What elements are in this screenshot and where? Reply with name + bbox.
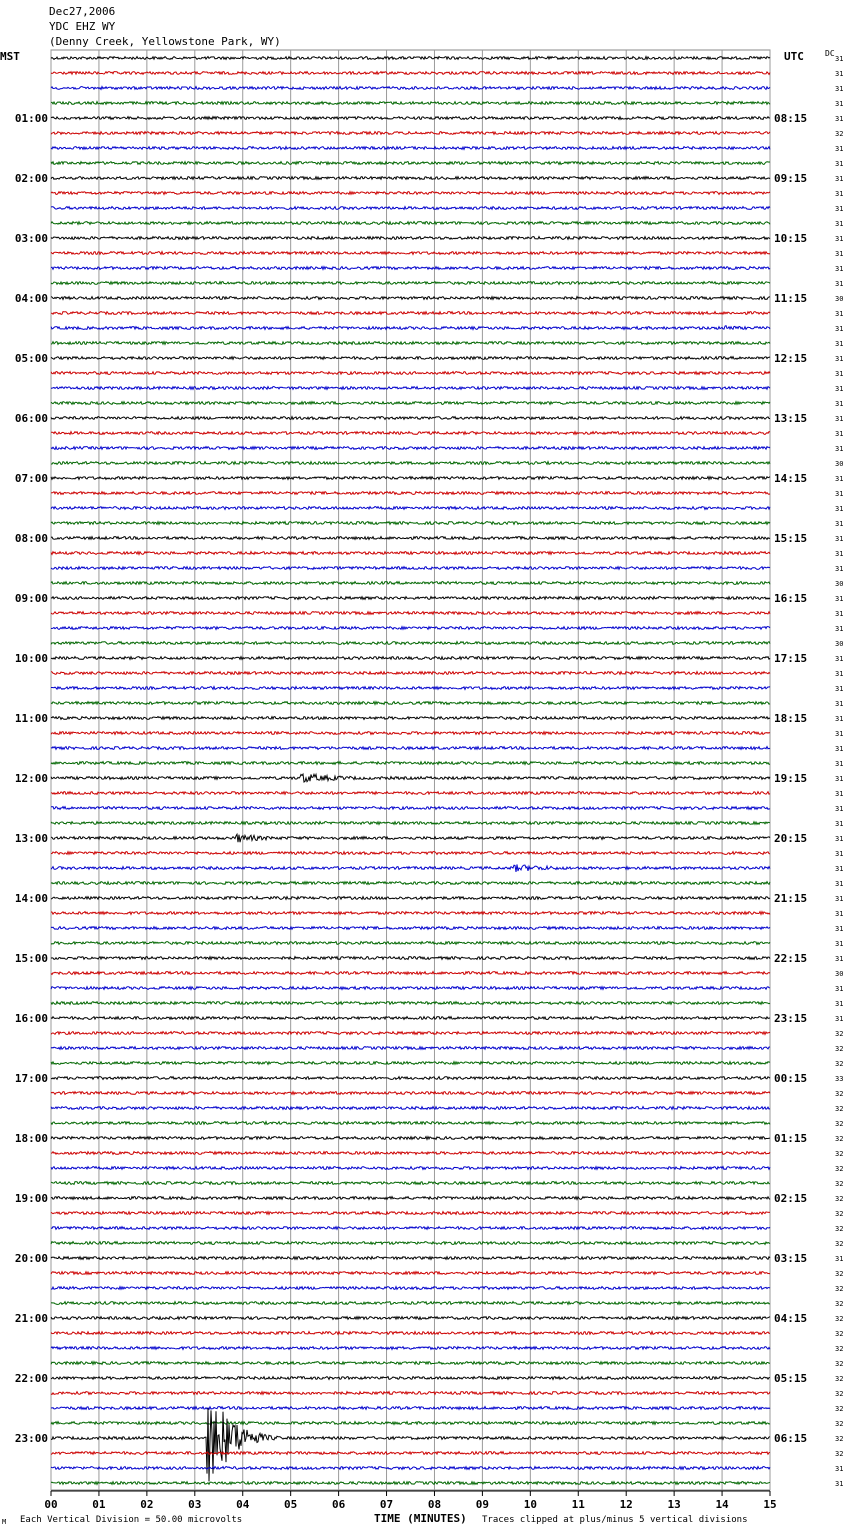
trace-line (51, 1122, 770, 1125)
mst-hour-label: 09:00 (14, 592, 48, 605)
trace-line (51, 282, 770, 285)
trace-line (51, 1062, 770, 1065)
dc-value: 31 (835, 475, 844, 483)
trace-line (51, 417, 770, 420)
trace-line (51, 1302, 770, 1305)
x-tick-label: 15 (763, 1498, 777, 1511)
dc-value: 31 (835, 1000, 844, 1008)
dc-value: 31 (835, 280, 844, 288)
dc-value: 32 (835, 1360, 844, 1368)
dc-value: 32 (835, 1180, 844, 1188)
trace-line (51, 492, 770, 495)
scale-note: Each Vertical Division = 50.00 microvolts (20, 1515, 243, 1525)
dc-value: 31 (835, 175, 844, 183)
mst-hour-label: 17:00 (14, 1072, 48, 1085)
dc-value: 31 (835, 685, 844, 693)
trace-line (51, 252, 770, 255)
dc-value: 32 (835, 1375, 844, 1383)
trace-line (51, 1392, 770, 1395)
dc-value: 31 (835, 610, 844, 618)
trace-line (51, 792, 770, 795)
seismic-traces (51, 57, 770, 1485)
dc-value: 31 (835, 340, 844, 348)
dc-value: 31 (835, 805, 844, 813)
mst-hour-label: 03:00 (14, 232, 48, 245)
trace-line (51, 1452, 770, 1455)
trace-line (51, 297, 770, 300)
trace-line (51, 102, 770, 105)
trace-line (51, 1422, 770, 1425)
trace-line (51, 267, 770, 270)
dc-value: 31 (835, 430, 844, 438)
x-tick-label: 03 (188, 1498, 202, 1511)
dc-value: 31 (835, 1015, 844, 1023)
trace-line (51, 87, 770, 90)
utc-hour-label: 15:15 (774, 532, 808, 545)
dc-value: 32 (835, 1195, 844, 1203)
mst-hour-label: 12:00 (14, 772, 48, 785)
trace-line (51, 207, 770, 210)
trace-line (51, 1257, 770, 1260)
trace-line (51, 447, 770, 450)
dc-value: 31 (835, 370, 844, 378)
dc-value: 31 (835, 670, 844, 678)
dc-value: 31 (835, 955, 844, 963)
mst-hour-label: 16:00 (14, 1012, 48, 1025)
trace-line (51, 1182, 770, 1185)
utc-hour-label: 14:15 (774, 472, 808, 485)
mst-hour-label: 22:00 (14, 1372, 48, 1385)
dc-value: 31 (835, 790, 844, 798)
mst-hour-label: 18:00 (14, 1132, 48, 1145)
trace-line (51, 147, 770, 150)
trace-line (51, 1272, 770, 1275)
dc-value: 31 (835, 820, 844, 828)
trace-line (51, 1362, 770, 1365)
dc-value: 31 (835, 910, 844, 918)
dc-value: 31 (835, 250, 844, 258)
trace-line (51, 1017, 770, 1020)
utc-hour-label: 13:15 (774, 412, 808, 425)
dc-value: 32 (835, 1090, 844, 1098)
mst-hour-label: 10:00 (14, 652, 48, 665)
record-date: Dec27,2006 (49, 5, 116, 18)
x-tick-label: 09 (475, 1498, 490, 1511)
mst-hour-label: 13:00 (14, 832, 48, 845)
x-tick-label: 01 (92, 1498, 106, 1511)
utc-hour-label: 22:15 (774, 952, 808, 965)
dc-value: 31 (835, 520, 844, 528)
dc-value: 31 (835, 505, 844, 513)
dc-value: 31 (835, 325, 844, 333)
trace-line (51, 882, 770, 885)
dc-value: 31 (835, 925, 844, 933)
dc-value: 32 (835, 1120, 844, 1128)
dc-value: 32 (835, 1135, 844, 1143)
x-tick-label: 13 (667, 1498, 681, 1511)
dc-value: 31 (835, 730, 844, 738)
trace-line (51, 1032, 770, 1035)
trace-line (51, 987, 770, 990)
x-tick-label: 05 (284, 1498, 298, 1511)
dc-value: 31 (835, 850, 844, 858)
dc-value: 32 (835, 1165, 844, 1173)
trace-line (51, 822, 770, 825)
dc-value: 30 (835, 970, 844, 978)
dc-value: 31 (835, 220, 844, 228)
utc-hour-label: 23:15 (774, 1012, 808, 1025)
trace-line (51, 432, 770, 435)
trace-line (51, 1047, 770, 1050)
trace-line (51, 852, 770, 855)
dc-value: 32 (835, 1435, 844, 1443)
utc-hour-label: 04:15 (774, 1312, 808, 1325)
x-tick-label: 00 (44, 1498, 58, 1511)
trace-line (51, 117, 770, 120)
trace-line (51, 747, 770, 750)
trace-line (51, 1317, 770, 1320)
trace-line (51, 657, 770, 660)
trace-line (51, 1332, 770, 1335)
utc-hour-label: 00:15 (774, 1072, 808, 1085)
trace-line (51, 1077, 770, 1080)
dc-value: 32 (835, 1225, 844, 1233)
dc-value: 31 (835, 865, 844, 873)
trace-line (51, 57, 770, 60)
trace-line (51, 192, 770, 195)
dc-value: 31 (835, 700, 844, 708)
dc-value: 31 (835, 565, 844, 573)
trace-line (51, 1137, 770, 1140)
trace-line (51, 1197, 770, 1200)
dc-value: 31 (835, 775, 844, 783)
trace-line (51, 1107, 770, 1110)
dc-value: 31 (835, 535, 844, 543)
trace-line (51, 177, 770, 180)
trace-line (51, 1347, 770, 1350)
dc-value: 32 (835, 1300, 844, 1308)
dc-value: 32 (835, 1105, 844, 1113)
dc-value: 32 (835, 1270, 844, 1278)
x-tick-label: 08 (427, 1498, 442, 1511)
trace-line (51, 222, 770, 225)
dc-value: 32 (835, 1285, 844, 1293)
dc-value: 31 (835, 1255, 844, 1263)
mst-label: MST (0, 50, 20, 63)
trace-line (51, 552, 770, 555)
mst-hour-label: 07:00 (14, 472, 48, 485)
trace-line (51, 597, 770, 600)
dc-value: 31 (835, 895, 844, 903)
trace-line (51, 732, 770, 735)
trace-line (51, 672, 770, 675)
trace-line (51, 612, 770, 615)
mst-hour-label: 20:00 (14, 1252, 48, 1265)
dc-value: 31 (835, 400, 844, 408)
dc-value: 31 (835, 1465, 844, 1473)
trace-line (51, 912, 770, 915)
dc-value: 32 (835, 1150, 844, 1158)
mst-hour-label: 04:00 (14, 292, 48, 305)
trace-line (51, 942, 770, 945)
trace-line (51, 567, 770, 570)
utc-hour-label: 08:15 (774, 112, 808, 125)
trace-line (51, 627, 770, 630)
station-location: (Denny Creek, Yellowstone Park, WY) (49, 35, 281, 48)
corner-mark: M (2, 1518, 7, 1526)
dc-value: 31 (835, 715, 844, 723)
dc-value: 32 (835, 1030, 844, 1038)
mst-hour-label: 02:00 (14, 172, 48, 185)
dc-value: 32 (835, 1330, 844, 1338)
trace-line (51, 1227, 770, 1230)
utc-hour-label: 21:15 (774, 892, 808, 905)
trace-line (51, 537, 770, 540)
trace-line (51, 402, 770, 405)
dc-value: 31 (835, 880, 844, 888)
utc-hour-label: 20:15 (774, 832, 808, 845)
trace-line (51, 372, 770, 375)
trace-line (51, 1167, 770, 1170)
dc-value: 31 (835, 550, 844, 558)
x-tick-label: 07 (379, 1498, 394, 1511)
utc-hour-label: 18:15 (774, 712, 808, 725)
trace-line (51, 864, 770, 872)
dc-value: 31 (835, 745, 844, 753)
dc-value: 32 (835, 1315, 844, 1323)
dc-value: 31 (835, 1480, 844, 1488)
dc-value: 32 (835, 1045, 844, 1053)
dc-value: 32 (835, 1405, 844, 1413)
dc-value: 30 (835, 640, 844, 648)
x-tick-label: 10 (523, 1498, 537, 1511)
trace-line (51, 972, 770, 975)
dc-value: 32 (835, 1450, 844, 1458)
dc-value: 31 (835, 190, 844, 198)
dc-value: 31 (835, 100, 844, 108)
mst-hour-label: 23:00 (14, 1432, 48, 1445)
trace-line (51, 237, 770, 240)
trace-line (51, 762, 770, 765)
trace-line (51, 357, 770, 360)
dc-value: 32 (835, 130, 844, 138)
trace-line (51, 1467, 770, 1470)
dc-value: 32 (835, 1060, 844, 1068)
utc-hour-label: 17:15 (774, 652, 808, 665)
utc-hour-label: 19:15 (774, 772, 808, 785)
dc-value: 31 (835, 55, 844, 63)
utc-hour-label: 09:15 (774, 172, 808, 185)
trace-line (51, 522, 770, 525)
utc-hour-label: 05:15 (774, 1372, 808, 1385)
utc-hour-label: 11:15 (774, 292, 808, 305)
trace-line (51, 897, 770, 900)
dc-value: 31 (835, 70, 844, 78)
dc-value: 32 (835, 1210, 844, 1218)
dc-value: 31 (835, 145, 844, 153)
dc-value: 31 (835, 85, 844, 93)
x-tick-label: 02 (140, 1498, 154, 1511)
trace-line (51, 1407, 770, 1410)
dc-value: 30 (835, 295, 844, 303)
dc-value: 31 (835, 235, 844, 243)
trace-line (51, 462, 770, 465)
trace-line (51, 927, 770, 930)
dc-value: 31 (835, 310, 844, 318)
trace-line (51, 774, 770, 782)
dc-label: DC (825, 49, 835, 58)
trace-line (51, 1242, 770, 1245)
dc-value: 31 (835, 655, 844, 663)
trace-line (51, 312, 770, 315)
mst-hour-label: 19:00 (14, 1192, 48, 1205)
trace-line (51, 642, 770, 645)
dc-value: 31 (835, 385, 844, 393)
trace-line (51, 717, 770, 720)
trace-line (51, 582, 770, 585)
mst-hour-label: 21:00 (14, 1312, 48, 1325)
dc-value: 33 (835, 1075, 844, 1083)
time-axis (44, 1491, 776, 1511)
utc-hour-label: 06:15 (774, 1432, 808, 1445)
trace-line (51, 702, 770, 705)
mst-hour-label: 08:00 (14, 532, 48, 545)
dc-value: 31 (835, 835, 844, 843)
trace-line (51, 834, 770, 842)
dc-value: 31 (835, 595, 844, 603)
trace-line (51, 162, 770, 165)
dc-value: 31 (835, 160, 844, 168)
x-tick-label: 12 (619, 1498, 633, 1511)
trace-line (51, 957, 770, 960)
trace-line (51, 1092, 770, 1095)
mst-hour-label: 15:00 (14, 952, 48, 965)
utc-hour-label: 16:15 (774, 592, 808, 605)
dc-value: 31 (835, 115, 844, 123)
dc-value: 31 (835, 625, 844, 633)
mst-hour-label: 01:00 (14, 112, 48, 125)
trace-line (51, 1152, 770, 1155)
trace-line (51, 1212, 770, 1215)
utc-hour-label: 12:15 (774, 352, 808, 365)
dc-offset-labels (835, 55, 843, 1488)
trace-line (51, 1377, 770, 1380)
trace-line (51, 807, 770, 810)
mst-hour-label: 05:00 (14, 352, 48, 365)
clip-note: Traces clipped at plus/minus 5 vertical divisions (482, 1515, 748, 1525)
x-axis-title: TIME (MINUTES) (374, 1512, 467, 1525)
dc-value: 31 (835, 355, 844, 363)
dc-value: 31 (835, 760, 844, 768)
mst-hour-label: 11:00 (14, 712, 48, 725)
utc-hour-label: 02:15 (774, 1192, 808, 1205)
dc-value: 32 (835, 1390, 844, 1398)
mst-hour-label: 06:00 (14, 412, 48, 425)
dc-value: 31 (835, 205, 844, 213)
dc-value: 31 (835, 940, 844, 948)
trace-line (51, 326, 770, 330)
dc-value: 31 (835, 265, 844, 273)
mst-hour-label: 14:00 (14, 892, 48, 905)
trace-line (51, 387, 770, 390)
utc-hour-label: 03:15 (774, 1252, 808, 1265)
trace-line (51, 1482, 770, 1485)
dc-value: 31 (835, 490, 844, 498)
utc-hour-label: 01:15 (774, 1132, 808, 1145)
trace-line (51, 1002, 770, 1005)
x-tick-label: 11 (571, 1498, 585, 1511)
dc-value: 31 (835, 445, 844, 453)
utc-hour-label: 10:15 (774, 232, 808, 245)
trace-line (51, 132, 770, 135)
trace-line (51, 507, 770, 510)
trace-line (51, 687, 770, 690)
dc-value: 30 (835, 580, 844, 588)
dc-value: 32 (835, 1240, 844, 1248)
x-tick-label: 04 (236, 1498, 250, 1511)
x-tick-label: 06 (331, 1498, 346, 1511)
dc-value: 31 (835, 415, 844, 423)
trace-line (51, 1287, 770, 1290)
dc-value: 30 (835, 460, 844, 468)
utc-label: UTC (784, 50, 804, 63)
dc-value: 31 (835, 985, 844, 993)
x-tick-label: 14 (715, 1498, 729, 1511)
dc-value: 32 (835, 1420, 844, 1428)
dc-value: 32 (835, 1345, 844, 1353)
trace-line (51, 477, 770, 480)
trace-line (51, 342, 770, 345)
trace-line (51, 72, 770, 75)
station-code: YDC EHZ WY (49, 20, 116, 33)
trace-line (51, 1408, 770, 1481)
